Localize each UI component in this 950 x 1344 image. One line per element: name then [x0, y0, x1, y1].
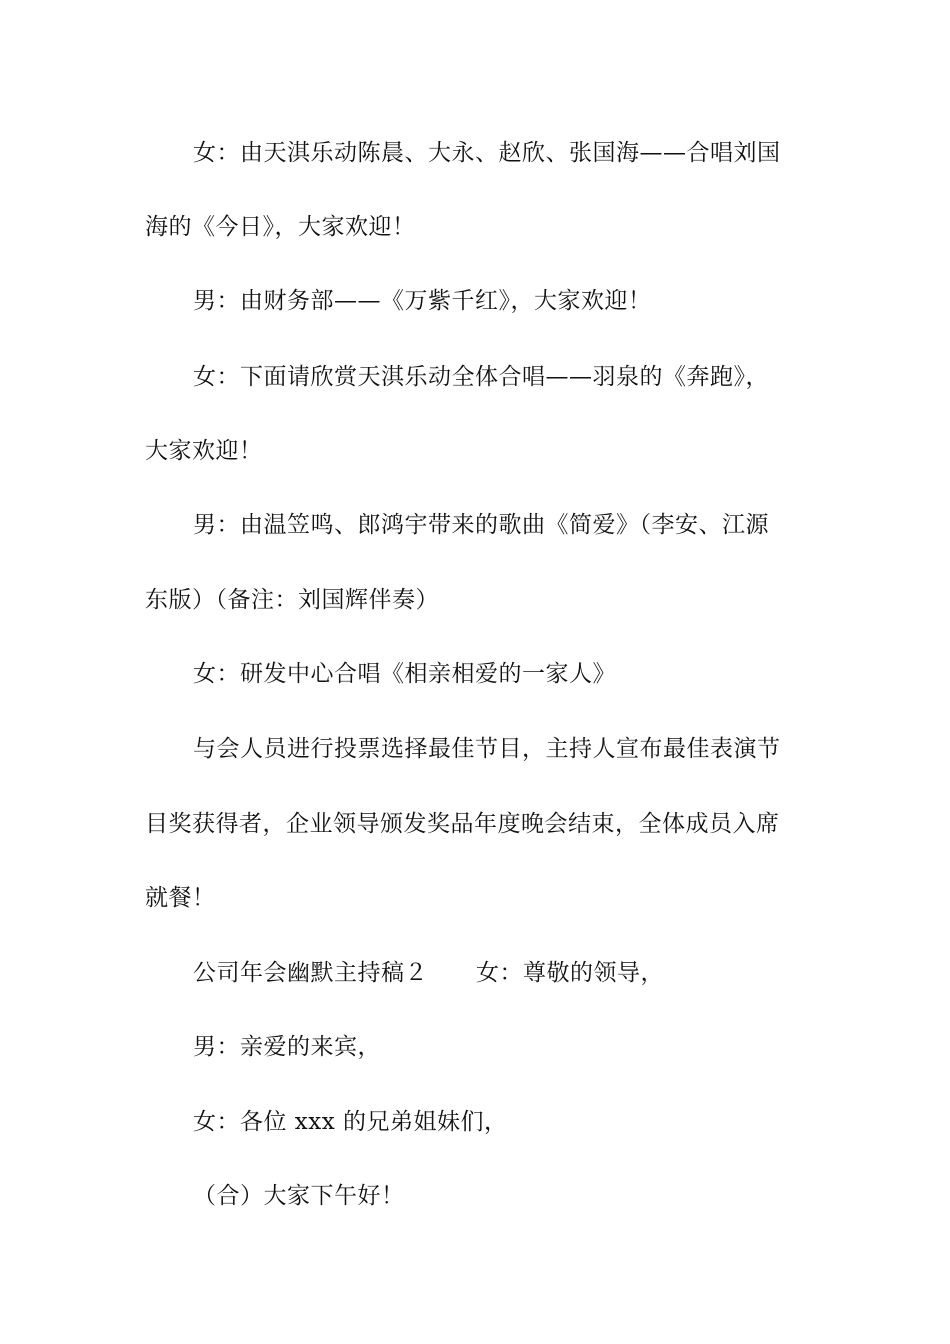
- paragraph-line: 女：各位 xxx 的兄弟姐妹们，: [193, 1109, 508, 1135]
- paragraph-line: 男：由财务部——《万紫千红》，大家欢迎！: [193, 288, 652, 314]
- paragraph-line: 大家欢迎！: [145, 438, 263, 464]
- paragraph-line: 男：亲爱的来宾，: [193, 1034, 381, 1060]
- paragraph-line: 目奖获得者，企业领导颁发奖品年度晚会结束，全体成员入席: [145, 811, 780, 837]
- paragraph-line: 就餐！: [145, 885, 216, 911]
- paragraph-line: 女：下面请欣赏天淇乐动全体合唱——羽泉的《奔跑》，: [193, 364, 769, 390]
- paragraph-line: 女：研发中心合唱《相亲相爱的一家人》: [193, 661, 616, 687]
- paragraph-line: 东版）（备注：刘国辉伴奏）: [145, 587, 439, 613]
- paragraph-line: 与会人员进行投票选择最佳节目，主持人宣布最佳表演节: [193, 736, 781, 762]
- paragraph-line: 男：由温笠鸣、郎鸿宇带来的歌曲《简爱》（李安、江源: [193, 512, 769, 538]
- paragraph-line: （合）大家下午好！: [193, 1183, 405, 1209]
- paragraph-line: [193, 958, 863, 988]
- greeting-text: 女：尊敬的领导，: [476, 960, 664, 986]
- paragraph-line: 海的《今日》，大家欢迎！: [145, 214, 416, 240]
- paragraph-line: 女：由天淇乐动陈晨、大永、赵欣、张国海——合唱刘国: [193, 140, 781, 166]
- section-title: 公司年会幽默主持稿２: [193, 960, 428, 986]
